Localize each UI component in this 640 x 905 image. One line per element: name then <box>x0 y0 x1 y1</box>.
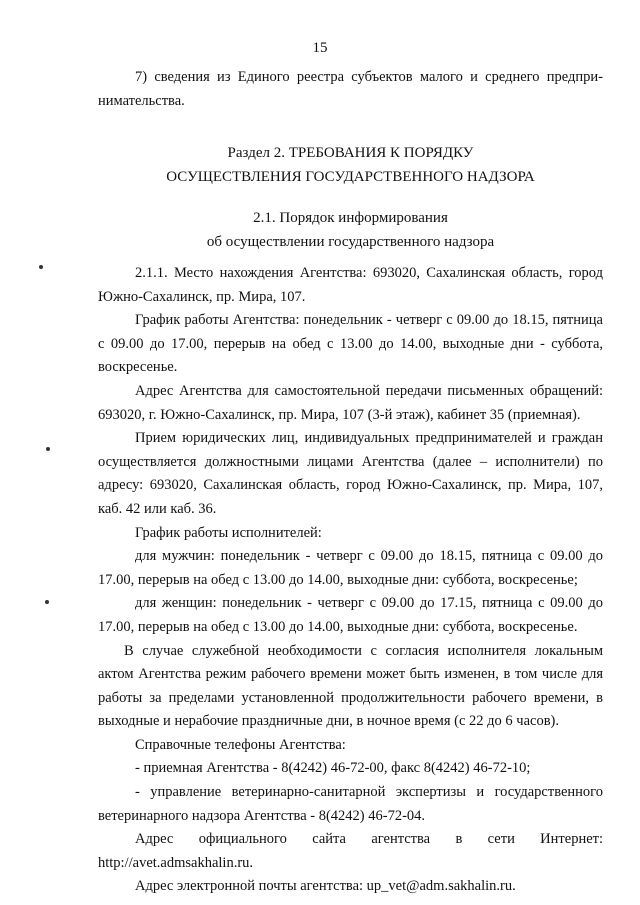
paragraph-women-schedule: для женщин: понедельник - четверг с 09.00 до 17.15, пятница с 09.00 до 17.00, перерыв на обед с 13.00 до 14.00, выходные дни: суббота, воскресенье. <box>98 595 603 635</box>
scan-speck <box>39 265 43 269</box>
section-title <box>98 141 603 189</box>
top-list-item <box>98 66 603 113</box>
subsection-title-line1: 2.1. Порядок информирования <box>253 210 448 226</box>
paragraph-executors-schedule: График работы исполнителей: <box>135 524 322 541</box>
subsection-title <box>98 206 603 254</box>
paragraph-location: 2.1.1. Место нахождения Агентства: 693020, Сахалинская область, город Южно-Сахалинск, пр. Мира, 107. <box>98 265 603 305</box>
paragraph-email: Адрес электронной почты агентства: up_vet@adm.sakhalin.ru. <box>135 878 516 895</box>
scan-speck <box>46 447 50 451</box>
scan-speck <box>45 600 49 604</box>
subsection-title-line2: об осуществлении государственного надзора <box>206 234 495 250</box>
section-title-line2: ОСУЩЕСТВЛЕНИЯ ГОСУДАРСТВЕННОГО НАДЗОРА <box>166 169 535 185</box>
section-title-line1: Раздел 2. ТРЕБОВАНИЯ К ПОРЯДКУ <box>227 145 474 161</box>
paragraph-website-line2: http://avet.admsakhalin.ru. <box>98 854 254 871</box>
paragraph-phone-department: - управление ветеринарно-санитарной экспертизы и государственного ветеринарного надзора Агентства - 8(4242) 46-72-04. <box>98 784 603 824</box>
body-text <box>98 262 603 899</box>
paragraph-mail-address: Адрес Агентства для самостоятельной передачи письменных обращений: 693020, г. Южно-Сахалинск, пр. Мира, 107 (3-й этаж), кабинет 35 (приемная). <box>98 382 603 423</box>
paragraph-phone-reception: - приемная Агентства - 8(4242) 46-72-00, факс 8(4242) 46-72-10; <box>135 760 531 777</box>
paragraph-work-mode: В случае служебной необходимости с согласия исполнителя локальным актом Агентства режим рабочего времени может быть изменен, в том числе для работы за пределами установленной продолжительности рабочего времени, в выходные и нерабочие праздничные дни, в ночное время (с 22 до 6 часов). <box>98 642 603 730</box>
paragraph-men-schedule: для мужчин: понедельник - четверг с 09.00 до 18.15, пятница с 09.00 до 17.00, перерыв на обед с 13.00 до 14.00, выходные дни: суббота, воскресенье; <box>98 548 603 588</box>
paragraph-reception: Прием юридических лиц, индивидуальных предпринимателей и граждан осуществляется должностными лицами Агентства (далее – исполнители) по адресу: 693020, Сахалинская область, город Южно-Сахалинск, пр. Мира, 107, каб. 42 или каб. 36. <box>98 430 603 517</box>
page-number: 15 <box>312 40 328 56</box>
paragraph-website-line1: Адрес официального сайта агентства в сети Интернет: <box>135 831 603 848</box>
paragraph-schedule: График работы Агентства: понедельник - четверг с 09.00 до 18.15, пятница с 09.00 до 17.00, перерыв на обед с 13.00 до 14.00, выходные дни - суббота, воскресенье. <box>98 312 603 376</box>
list-item-line2: нимательства. <box>98 92 185 109</box>
paragraph-phones-title: Справочные телефоны Агентства: <box>135 736 346 753</box>
list-item-line1: 7) сведения из Единого реестра субъектов малого и среднего предпри- <box>135 69 603 85</box>
